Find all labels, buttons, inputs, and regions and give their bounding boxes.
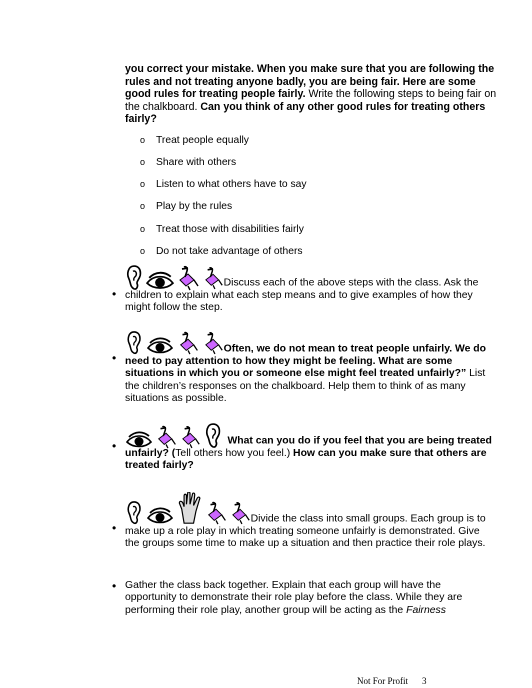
raised-hand-icon bbox=[177, 492, 203, 526]
bullet-body: Discuss each of the above steps with the class. Ask the children to explain what each step means and to give examples of how they might follow the step. bbox=[125, 277, 479, 314]
list-item-text: Treat those with disabilities fairly bbox=[156, 224, 304, 235]
bullet-text bbox=[125, 264, 495, 315]
bullet-bold-2: How can you make sure that others are treated fairly? bbox=[125, 448, 487, 472]
hands-writing-icon bbox=[206, 500, 228, 526]
page-footer bbox=[357, 676, 427, 686]
hands-writing-icon bbox=[156, 424, 178, 450]
bullet-body: List the children’s responses on the chalkboard. Help them to think of as many situations as possible. bbox=[125, 368, 486, 405]
intro-paragraph bbox=[125, 63, 497, 126]
list-item bbox=[140, 133, 249, 147]
ear-icon bbox=[204, 422, 222, 450]
icon-group bbox=[125, 264, 224, 290]
icon-group bbox=[125, 330, 224, 356]
bullet-marker: • bbox=[112, 579, 117, 593]
list-item-text: Treat people equally bbox=[156, 135, 249, 146]
list-item-text: Share with others bbox=[156, 157, 237, 168]
bullet-italic: Fairness bbox=[406, 604, 446, 616]
bullet-text bbox=[125, 330, 495, 406]
bullet-bold: Often, we do not mean to treat people unfairly. We do need to pay attention to how they might be feeling. What are some situations in which you or someone else might feel treated unfairly?” bbox=[125, 343, 486, 380]
bullet-marker: • bbox=[112, 521, 117, 535]
bullet-body: Tell others how you feel.) bbox=[175, 448, 291, 459]
bullet-body: Gather the class back together. Explain that each group will have the opportunity to demonstrate their role play before the class. While they are performing their role play, another group will be acting as the bbox=[125, 580, 463, 616]
intro-bold-2: Can you think of any other good rules for treating others fairly? bbox=[125, 100, 486, 126]
footer-label: Not For Profit bbox=[357, 676, 409, 686]
eye-icon bbox=[146, 506, 174, 526]
bullet-marker: • bbox=[112, 287, 117, 301]
page-number: 3 bbox=[422, 676, 427, 686]
list-item bbox=[140, 177, 307, 191]
eye-icon bbox=[146, 270, 174, 292]
list-item-text: Play by the rules bbox=[156, 201, 233, 212]
hands-writing-icon bbox=[177, 264, 201, 292]
ear-icon bbox=[125, 330, 143, 356]
ear-icon bbox=[125, 500, 143, 526]
hands-writing-icon bbox=[231, 500, 251, 526]
list-marker: o bbox=[140, 224, 146, 234]
list-item bbox=[140, 155, 236, 169]
bullet-text bbox=[125, 580, 495, 617]
bullet-text bbox=[125, 492, 495, 551]
hands-writing-icon bbox=[177, 330, 201, 356]
list-marker: o bbox=[140, 179, 146, 189]
icon-group bbox=[125, 422, 222, 448]
bullet-marker: • bbox=[112, 351, 117, 365]
list-marker: o bbox=[140, 135, 146, 145]
hands-writing-icon bbox=[204, 330, 224, 356]
list-marker: o bbox=[140, 201, 146, 211]
bullet-bold-1: What can you do if you feel that you are being treated unfairly? ( bbox=[125, 435, 492, 459]
bullet-text bbox=[125, 422, 495, 473]
eye-icon bbox=[146, 336, 174, 356]
list-item-text: Listen to what others have to say bbox=[156, 179, 307, 190]
bullet-body: Divide the class into small groups. Each group is to make up a role play in which treating someone unfairly is demonstrated. Give the groups some time to make up a situation and then practice their role plays. bbox=[125, 513, 486, 550]
intro-bold-1: you correct your mistake. When you make sure that you are following the rules and not treating anyone badly, you are being fair. Here are some good rules for treating people fairly. bbox=[125, 63, 495, 101]
list-item-text: Do not take advantage of others bbox=[156, 246, 303, 257]
hands-writing-icon bbox=[204, 264, 224, 292]
list-item bbox=[140, 244, 303, 258]
list-marker: o bbox=[140, 157, 146, 167]
hands-writing-icon bbox=[181, 424, 201, 450]
icon-group bbox=[125, 492, 251, 526]
eye-icon bbox=[125, 430, 153, 450]
bullet-marker: • bbox=[112, 439, 117, 453]
list-marker: o bbox=[140, 246, 146, 256]
intro-regular-1: Write the following steps to being fair on the chalkboard. bbox=[125, 88, 497, 113]
list-item bbox=[140, 199, 232, 213]
list-item bbox=[140, 222, 304, 236]
ear-icon bbox=[125, 264, 143, 292]
